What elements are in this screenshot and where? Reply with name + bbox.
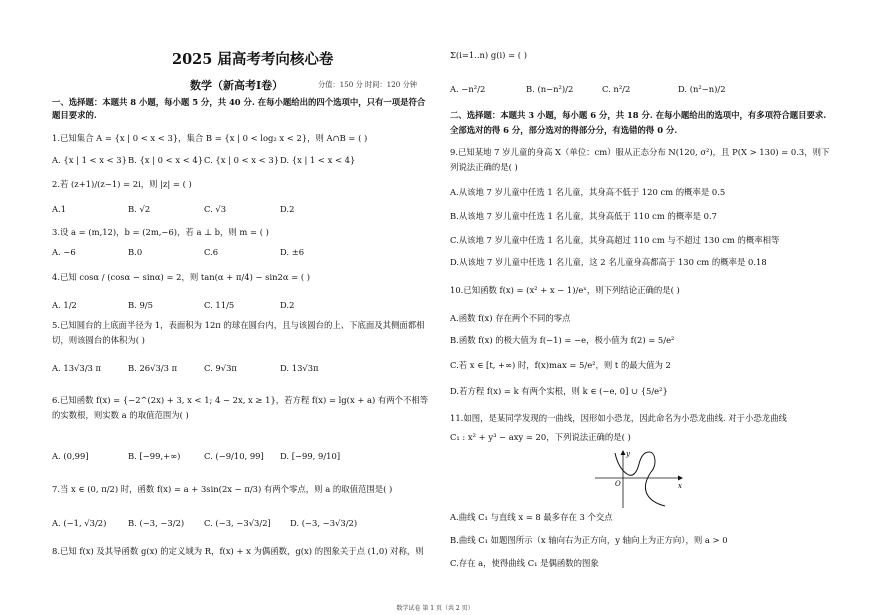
option-c: C.存在 a，使得曲线 C₁ 是偶函数的图象 (450, 558, 599, 568)
option-b: B.从该地 7 岁儿童中任选 1 名儿童，其身高低于 110 cm 的概率是 0.7 (450, 211, 717, 221)
question-stem: 7.当 x ∈ (0, π/2) 时，函数 f(x) = a + 3sin(2x − π/3) 有两个零点，则 a 的取值范围是( ) (52, 484, 393, 494)
option-a: A. 1/2 (52, 300, 77, 310)
option-a: A. 13√3/3 π (52, 363, 102, 373)
paper-title: 2025 届高考考向核心卷 (172, 51, 334, 68)
option-b: B. 26√3/3 π (128, 363, 178, 373)
option-c: C. 11/5 (204, 300, 235, 310)
option-d: D.若方程 f(x) = k 有两个实根，则 k ∈ (−e, 0] ∪ {5/e²} (450, 386, 668, 396)
option-d: D.从该地 7 岁儿童中任选 1 名儿童，这 2 名儿童身高都高于 130 cm 的概率是 0.18 (450, 257, 767, 267)
curve-lower (645, 472, 665, 506)
question-stem: Σ(i=1..n) g(i) = ( ) (450, 50, 527, 60)
x-axis-arrow (678, 476, 683, 481)
section-2-header: 二、选择题：本题共 3 小题，每小题 6 分，共 18 分. 在每小题给出的选项中，有多项符合题目要求. 全部选对的得 6 分，部分选对的得部分分，有选错的得 0 分. (450, 110, 827, 136)
option-d: D. 13√3π (280, 363, 319, 373)
option-a: A.1 (52, 204, 67, 214)
option-b: B. 9/5 (128, 300, 153, 310)
question-stem: 5.已知圆台的上底面半径为 1，表面积为 12π 的球在圆台内，且与该圆台的上、下底面及其侧面都相切，则该圆台的体积为( ) (52, 320, 425, 346)
option-d: D. ±6 (280, 247, 305, 257)
option-c: C. (−3, −3√3/2] (204, 518, 271, 528)
option-d: D. (n²−n)/2 (678, 84, 726, 94)
paper-meta: 分值：150 分 时间：120 分钟 (318, 80, 417, 89)
option-b: B. [−99,+∞) (128, 451, 181, 461)
question-stem: 3.设 a = (m,12)，b = (2m,−6)，若 a ⊥ b，则 m = ( ) (52, 227, 269, 237)
option-d: D. {x | 1 < x < 4} (280, 155, 356, 165)
question-stem: 8.已知 f(x) 及其导函数 g(x) 的定义域为 R，f(x) + x 为偶函数，g(x) 的图象关于点 (1,0) 对称，则 (52, 546, 424, 556)
y-axis-arrow (621, 450, 626, 455)
option-a: A.曲线 C₁ 与直线 x = 8 最多存在 3 个交点 (450, 512, 613, 522)
option-a: A. (−1, √3/2) (52, 518, 107, 528)
option-c: C. 9√3π (204, 363, 237, 373)
option-c: C. √3 (204, 204, 227, 214)
paper-subtitle: 数学（新高考I卷） (190, 79, 284, 92)
option-a: A. (0,99] (52, 451, 89, 461)
option-b: B.0 (128, 247, 143, 257)
option-c: C. n²/2 (602, 84, 631, 94)
option-d: D. (−3, −3√3/2) (290, 518, 358, 528)
origin-label: O (615, 480, 621, 488)
option-a: A. −6 (52, 247, 76, 257)
question-stem: 1.已知集合 A = {x | 0 < x < 3}，集合 B = {x | 0 < log₂ x < 2}，则 A∩B = ( ) (52, 133, 368, 143)
option-b: B. (−3, −3/2) (128, 518, 185, 528)
option-a: A.函数 f(x) 存在两个不同的零点 (450, 313, 571, 323)
section-1-header: 一、选择题：本题共 8 小题，每小题 5 分，共 40 分. 在每小题给出的四个选项中，只有一项是符合题目要求的. (52, 97, 426, 120)
option-c: C. (−9/10, 99] (204, 451, 264, 461)
option-b: B. (n−n²)/2 (526, 84, 574, 94)
dinosaur-curve-figure (595, 448, 685, 510)
option-d: D.2 (280, 300, 295, 310)
option-a: A. {x | 1 < x < 3} (52, 155, 127, 165)
option-b: B.函数 f(x) 的极大值为 f(−1) = −e，极小值为 f(2) = 5/e² (450, 335, 675, 345)
option-a: A. −n²/2 (450, 84, 486, 94)
question-stem: 9.已知某地 7 岁儿童的身高 X（单位：cm）服从正态分布 N(120, σ²)，且 P(X > 130) = 0.3，则下列说法正确的是( ) (450, 147, 830, 173)
option-b: B. {x | 0 < x < 4} (128, 155, 204, 165)
page-footer: 数学试卷 第 1 页（共 2 页） (396, 605, 474, 612)
option-b: B. √2 (128, 204, 151, 214)
question-stem: 10.已知函数 f(x) = (x² + x − 1)/eˣ，则下列结论正确的是( ) (450, 285, 680, 295)
option-c: C.从该地 7 岁儿童中任选 1 名儿童，其身高超过 110 cm 与不超过 130 cm 的概率相等 (450, 235, 780, 245)
question-stem: 11.如图，是某同学发现的一曲线，因形如小恐龙，因此命名为小恐龙曲线. 对于小恐龙曲线 (450, 413, 787, 423)
question-stem: 4.已知 cosα / (cosα − sinα) = 2，则 tan(α + π/4) − sin2α = ( ) (52, 272, 311, 282)
option-c: C.6 (204, 247, 219, 257)
x-axis-label: x (678, 482, 682, 490)
option-c: C.若 x ∈ [t, +∞) 时，f(x)max = 5/e²，则 t 的最大值为 2 (450, 360, 671, 370)
option-c: C. {x | 0 < x < 3} (204, 155, 280, 165)
curve-upper (615, 452, 655, 475)
question-stem: C₁ : x² + y³ − axy = 20，下列说法正确的是( ) (450, 432, 631, 442)
option-b: B.曲线 C₁ 如题图所示（x 轴向右为正方向，y 轴向上为正方向），则 a > 0 (450, 535, 728, 545)
option-d: D. [−99, 9/10] (280, 451, 341, 461)
y-axis-label: y (626, 450, 630, 458)
option-d: D.2 (280, 204, 295, 214)
question-stem: 2.若 (z+1)/(z−1) = 2i，则 |z| = ( ) (52, 179, 192, 189)
option-a: A.从该地 7 岁儿童中任选 1 名儿童，其身高不低于 120 cm 的概率是 0.5 (450, 187, 726, 197)
question-stem: 6.已知函数 f(x) = {−2^(2x) + 3, x < 1; 4 − 2x, x ≥ 1}，若方程 f(x) = lg(x + a) 有两个不相等的实数根，则实数 a 的取值范围为( ) (52, 395, 429, 421)
